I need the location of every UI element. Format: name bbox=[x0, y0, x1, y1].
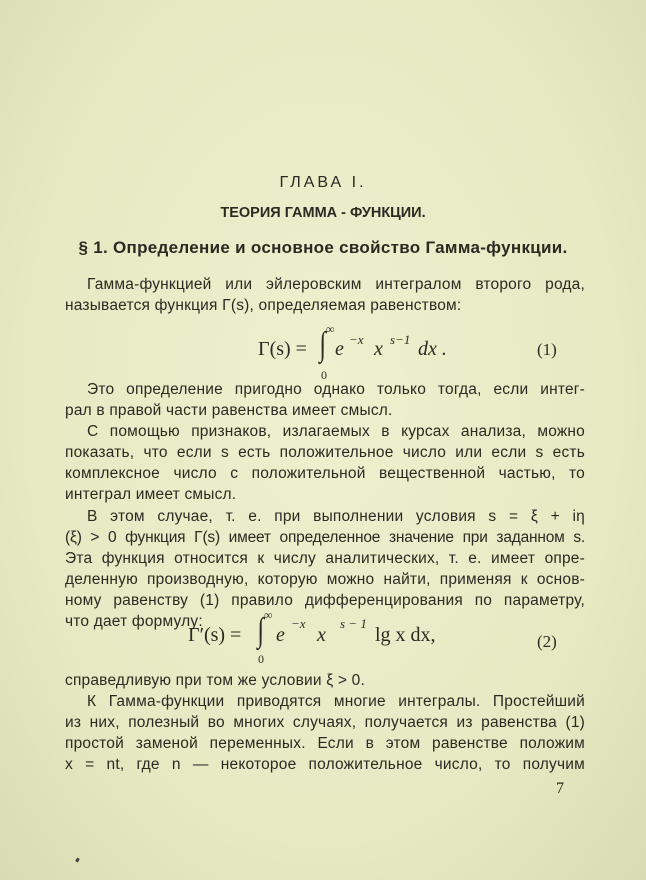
text-line: показать, что если s есть положительное число или если s есть bbox=[65, 444, 585, 461]
text-line: рал в правой части равенства имеет смысл. bbox=[65, 402, 393, 419]
text-line: из них, полезный во многих случаях, получается из равенства (1) bbox=[65, 714, 585, 731]
eq2-x: x bbox=[317, 624, 326, 646]
text-line: К Гамма-функции приводятся многие интегралы. Простейший bbox=[87, 693, 585, 710]
text-line: x = nt, где n — некоторое положительное число, то получим bbox=[65, 756, 585, 773]
chapter-label: ГЛАВА I. bbox=[279, 174, 367, 191]
text-line: С помощью признаков, излагаемых в курсах анализа, можно bbox=[87, 423, 585, 440]
integral-sign-icon: ∫ bbox=[319, 326, 326, 363]
text-line: интеграл имеет смысл. bbox=[65, 486, 237, 503]
text-line: Эта функция относится к числу аналитических, т. е. имеет опре- bbox=[65, 550, 585, 567]
text-line: В этом случае, т. е. при выполнении условия s = ξ + iη bbox=[87, 508, 585, 525]
text-line: (ξ) > 0 функция Γ(s) имеет определенное значение при заданном s. bbox=[65, 529, 585, 546]
eq1-exp1: −x bbox=[349, 332, 364, 347]
eq2-base: e bbox=[276, 624, 285, 646]
eq1-lhs: Γ(s) = bbox=[258, 338, 307, 360]
page-number: 7 bbox=[556, 780, 564, 797]
text-line: что дает формулу: bbox=[65, 613, 203, 630]
scan-speck bbox=[75, 858, 80, 863]
eq1-lower-limit: 0 bbox=[321, 368, 327, 382]
eq2-upper-limit: ∞ bbox=[264, 608, 273, 622]
eq1-base: e bbox=[335, 338, 344, 360]
eq1-exp2: s−1 bbox=[390, 332, 411, 347]
eq2-tail: lg x dx, bbox=[375, 624, 436, 646]
eq1-upper-limit: ∞ bbox=[326, 322, 335, 336]
text-line: справедливую при том же условии ξ > 0. bbox=[65, 672, 365, 689]
text-line: комплексное число с положительной вещественной частью, то bbox=[65, 465, 585, 482]
text-line: Гамма-функцией или эйлеровским интегралом второго рода, bbox=[87, 276, 585, 293]
chapter-title: ТЕОРИЯ ГАММА - ФУНКЦИИ. bbox=[220, 205, 426, 221]
eq2-exp2: s − 1 bbox=[340, 616, 367, 631]
eq2-lhs: Γ′(s) = bbox=[188, 624, 242, 646]
integral-sign-icon: ∫ bbox=[257, 612, 264, 649]
text-line: называется функция Γ(s), определяемая равенством: bbox=[65, 297, 462, 314]
eq2-lower-limit: 0 bbox=[258, 652, 264, 666]
eq1-tail: dx . bbox=[418, 338, 447, 360]
eq1-number: (1) bbox=[537, 340, 557, 359]
text-line: деленную производную, которую можно найти, применяя к основ- bbox=[65, 571, 585, 588]
text-line: Это определение пригодно однако только тогда, если интег- bbox=[87, 381, 585, 398]
text-line: простой заменой переменных. Если в этом равенстве положим bbox=[65, 735, 585, 752]
eq2-number: (2) bbox=[537, 632, 557, 651]
section-title: § 1. Определение и основное свойство Гамма-функции. bbox=[78, 238, 568, 257]
eq1-x: x bbox=[374, 338, 383, 360]
text-line: ному равенству (1) правило дифференцирования по параметру, bbox=[65, 592, 585, 609]
eq2-exp1: −x bbox=[291, 616, 306, 631]
